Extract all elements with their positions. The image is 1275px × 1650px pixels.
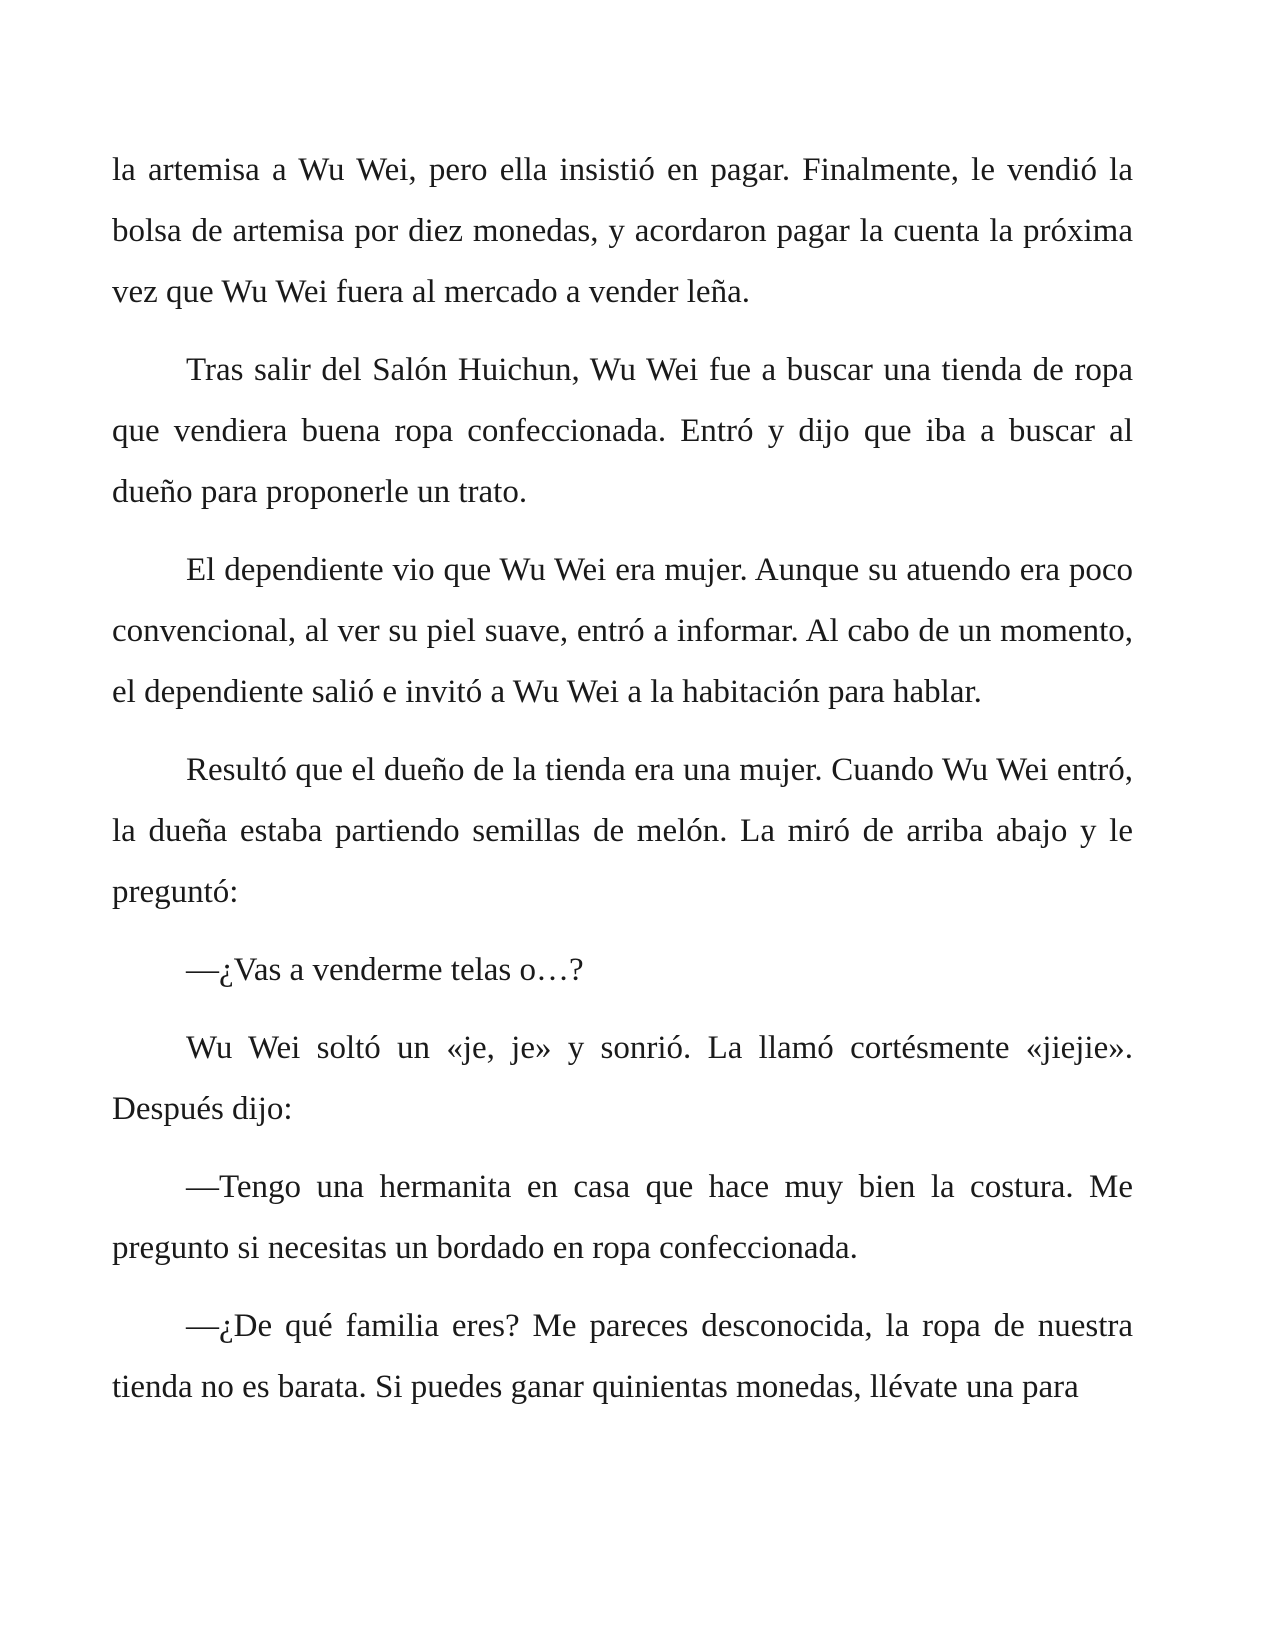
paragraph-7: —Tengo una hermanita en casa que hace muy bien la costura. Me pregunto si necesitas un bordado en ropa confeccionada.	[112, 1169, 1133, 1266]
paragraph-8: —¿De qué familia eres? Me pareces desconocida, la ropa de nuestra tienda no es barata. Si puedes ganar quinientas monedas, llévate una para	[112, 1308, 1133, 1405]
paragraph-2: Tras salir del Salón Huichun, Wu Wei fue a buscar una tienda de ropa que vendiera buena ropa confeccionada. Entró y dijo que iba a buscar al dueño para proponerle un trato.	[112, 352, 1133, 510]
document-page	[112, 140, 1133, 1435]
paragraph-5: —¿Vas a venderme telas o…?	[186, 952, 584, 988]
paragraph-1: la artemisa a Wu Wei, pero ella insistió en pagar. Finalmente, le vendió la bolsa de artemisa por diez monedas, y acordaron pagar la cuenta la próxima vez que Wu Wei fuera al mercado a vender leña.	[112, 152, 1133, 310]
paragraph-6: Wu Wei soltó un «je, je» y sonrió. La llamó cortésmente «jiejie». Después dijo:	[112, 1030, 1133, 1127]
paragraph-3: El dependiente vio que Wu Wei era mujer. Aunque su atuendo era poco convencional, al ver su piel suave, entró a informar. Al cabo de un momento, el dependiente salió e invitó a Wu Wei a la habitación para hablar.	[112, 552, 1133, 710]
paragraph-4: Resultó que el dueño de la tienda era una mujer. Cuando Wu Wei entró, la dueña estaba partiendo semillas de melón. La miró de arriba abajo y le preguntó:	[112, 752, 1133, 910]
